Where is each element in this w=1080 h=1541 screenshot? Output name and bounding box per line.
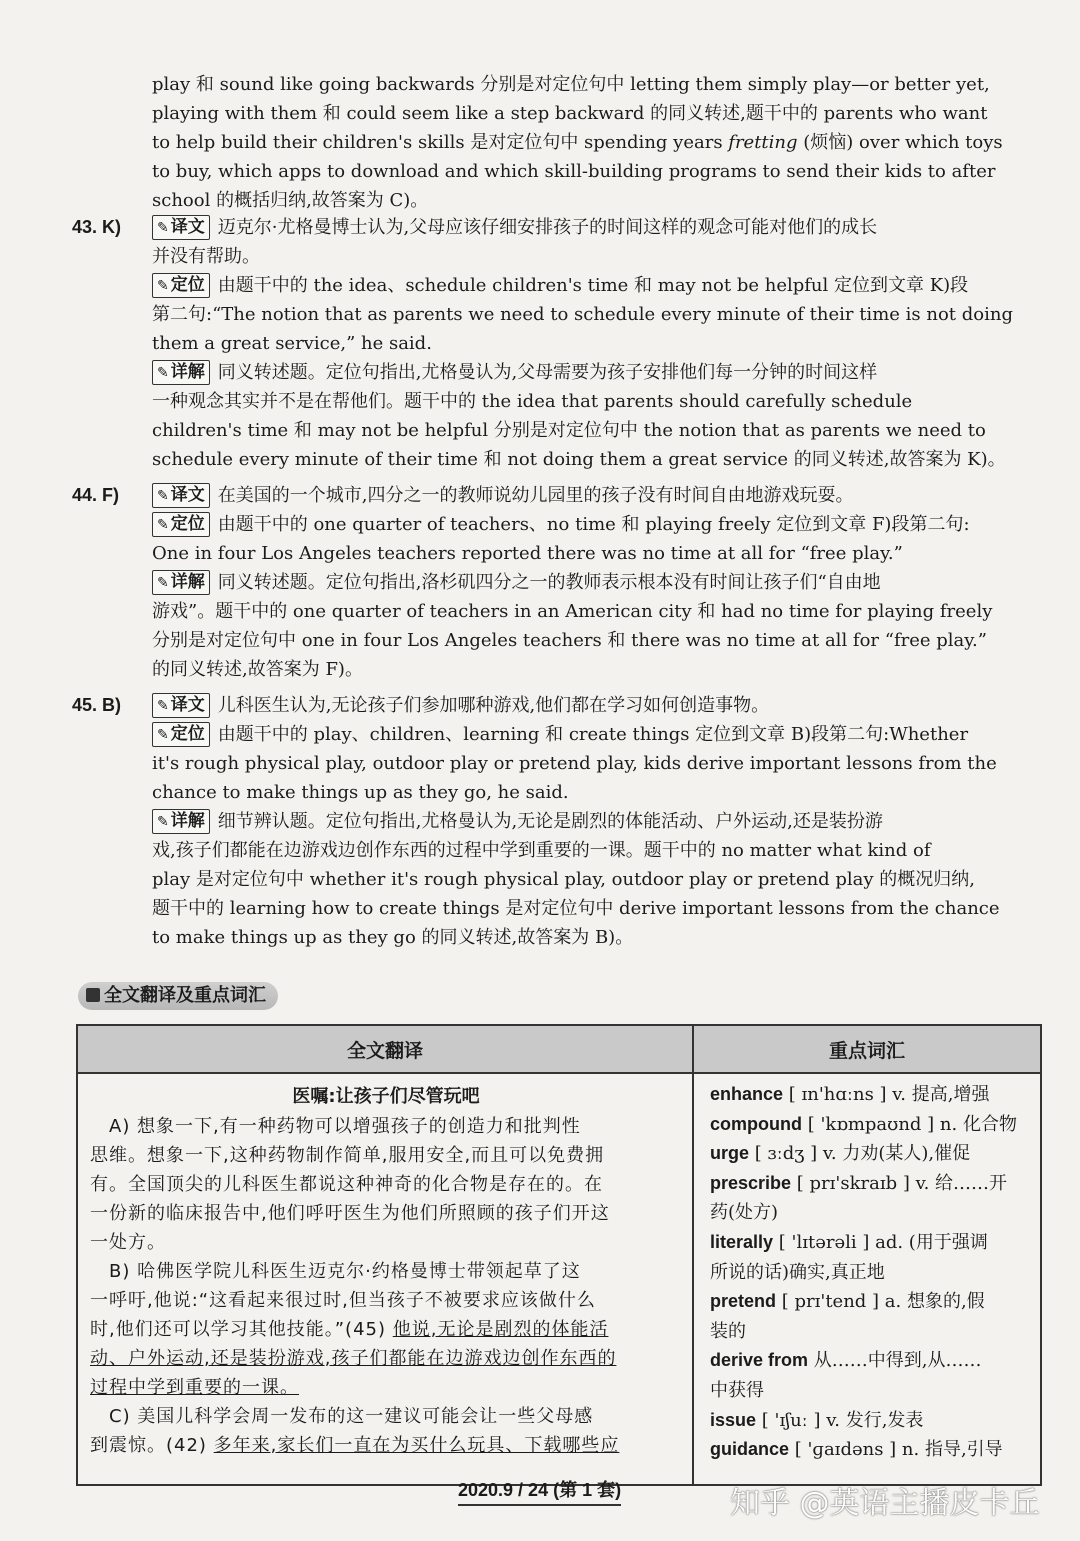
explain-text: 的同义转述,故答案为 F)。 <box>152 659 363 680</box>
question-number: 45. B) <box>72 695 122 715</box>
locate-text: chance to make things up as they go, he said. <box>152 782 569 803</box>
book-icon <box>86 988 100 1002</box>
translation-table <box>76 1024 1042 1486</box>
question-body <box>152 213 1038 474</box>
locate-text: 由题干中的 the idea、schedule children's time 和 may not be helpful 定位到文章 K)段 <box>217 275 969 296</box>
pen-icon: ✎ <box>157 488 169 504</box>
explain-text: 一种观念其实并不是在帮他们。题干中的 the idea that parents should carefully schedule <box>152 391 913 412</box>
translation-line: C) 美国儿科学会周一发布的这一建议可能会让一些父母感 <box>90 1406 594 1427</box>
intro-line: to buy, which apps to download and which skill-building programs to send their kids to after <box>152 161 996 182</box>
translation-line: 一处方。 <box>90 1232 166 1253</box>
watermark: 知乎 @英语主播皮卡丘 <box>730 1486 1040 1521</box>
intro-line: to help build their children's skills 是对定位句中 spending years fretting (烦恼) over which toys <box>152 132 1003 153</box>
explain-tag: ✎ 详解 <box>152 570 210 595</box>
translation-line: 一份新的临床报告中,他们呼吁医生为他们所照顾的孩子们开这 <box>90 1203 610 1224</box>
question-body <box>152 691 1038 952</box>
pen-icon: ✎ <box>157 278 169 294</box>
full-translation <box>78 1074 692 1460</box>
translation-text: 在美国的一个城市,四分之一的教师说幼儿园里的孩子没有时间自由地游戏玩耍。 <box>217 485 854 506</box>
locate-text: 第二句:“The notion that as parents we need to schedule every minute of their time is not doing <box>152 304 1013 325</box>
vocab-item: prescribe [ prɪ'skraɪb ] v. 给……开 <box>710 1172 1008 1194</box>
locate-tag: ✎ 定位 <box>152 512 210 537</box>
vocab-item: derive from 从……中得到,从…… <box>710 1350 982 1372</box>
translation-line: 思维。想象一下,这种药物制作简单,服用安全,而且可以免费拥 <box>90 1145 605 1166</box>
vocab-item: issue [ 'ɪʃuː ] v. 发行,发表 <box>710 1409 924 1431</box>
explain-text: schedule every minute of their time 和 not doing them a great service 的同义转述,故答案为 K)。 <box>152 449 1006 470</box>
question-body <box>152 481 1038 684</box>
translation-line: A) 想象一下,有一种药物可以增强孩子的创造力和批判性 <box>90 1116 581 1137</box>
translation-line: 过程中学到重要的一课。 <box>90 1377 299 1398</box>
question-number: 44. F) <box>72 485 120 505</box>
translation-text: 儿科医生认为,无论孩子们参加哪种游戏,他们都在学习如何创造事物。 <box>217 695 770 716</box>
vocab-item: urge [ ɜːdʒ ] v. 力劝(某人),催促 <box>710 1143 971 1165</box>
vocab-list <box>694 1074 1040 1465</box>
vocab-item: compound [ 'kɒmpaʊnd ] n. 化合物 <box>710 1113 1017 1135</box>
pen-icon: ✎ <box>157 814 169 830</box>
intro-line: play 和 sound like going backwards 分别是对定位句中 letting them simply play—or better yet, <box>152 74 990 95</box>
locate-text: One in four Los Angeles teachers reported there was no time at all for “free play.” <box>152 543 903 564</box>
translation-text: 迈克尔·尤格曼博士认为,父母应该仔细安排孩子的时间这样的观念可能对他们的成长 <box>217 217 878 238</box>
vocab-item: pretend [ prɪ'tend ] a. 想象的,假 <box>710 1291 985 1313</box>
vocab-item: 装的 <box>710 1320 746 1342</box>
intro-paragraph <box>152 70 1037 215</box>
explain-text: 分别是对定位句中 one in four Los Angeles teachers 和 there was no time at all for “free play.” <box>152 630 987 651</box>
explain-text: 细节辨认题。定位句指出,尤格曼认为,无论是剧烈的体能活动、户外运动,还是装扮游 <box>217 811 883 832</box>
article-title: 医嘱:让孩子们尽管玩吧 <box>292 1086 480 1107</box>
vocab-item: 中获得 <box>710 1379 764 1401</box>
section-title: 全文翻译及重点词汇 <box>78 982 278 1010</box>
vocab-item: guidance [ 'ɡaɪdəns ] n. 指导,引导 <box>710 1439 1003 1461</box>
column-header-vocab: 重点词汇 <box>693 1025 1041 1073</box>
column-header-translation: 全文翻译 <box>77 1025 693 1073</box>
locate-text: them a great service,” he said. <box>152 333 432 354</box>
pen-icon: ✎ <box>157 575 169 591</box>
pen-icon: ✎ <box>157 365 169 381</box>
translation-line: B) 哈佛医学院儿科医生迈克尔·约格曼博士带领起草了这 <box>90 1261 581 1282</box>
translation-tag: ✎ 译文 <box>152 693 210 718</box>
explain-text: to make things up as they go 的同义转述,故答案为 B)。 <box>152 927 634 948</box>
translation-tag: ✎ 译文 <box>152 215 210 240</box>
vocab-item: 药(处方) <box>710 1202 779 1224</box>
locate-text: 由题干中的 play、children、learning 和 create things 定位到文章 B)段第二句:Whether <box>217 724 969 745</box>
translation-line: 一呼吁,他说:“这看起来很过时,但当孩子不被要求应该做什么 <box>90 1290 596 1311</box>
page-footer: 2020.9 / 24 (第 1 套) <box>458 1476 621 1506</box>
translation-line: 有。全国顶尖的儿科医生都说这种神奇的化合物是存在的。在 <box>90 1174 603 1195</box>
translation-line: 动、户外运动,还是装扮游戏,孩子们都能在边游戏边创作东西的 <box>90 1348 617 1369</box>
locate-tag: ✎ 定位 <box>152 273 210 298</box>
intro-line: playing with them 和 could seem like a step backward 的同义转述,题干中的 parents who want <box>152 103 988 124</box>
explain-text: 同义转述题。定位句指出,尤格曼认为,父母需要为孩子安排他们每一分钟的时间这样 <box>217 362 878 383</box>
pen-icon: ✎ <box>157 727 169 743</box>
explain-text: 题干中的 learning how to create things 是对定位句中 derive important lessons from the chance <box>152 898 1000 919</box>
vocab-item: enhance [ ɪn'hɑːns ] v. 提高,增强 <box>710 1084 990 1105</box>
question-number: 43. K) <box>72 217 122 237</box>
vocab-item: 所说的话)确实,真正地 <box>710 1261 885 1283</box>
intro-line: school 的概括归纳,故答案为 C)。 <box>152 190 429 211</box>
pen-icon: ✎ <box>157 220 169 236</box>
explain-tag: ✎ 详解 <box>152 809 210 834</box>
italic-word: fretting <box>728 132 798 153</box>
translation-line: 时,他们还可以学习其他技能。”(45) 他说,无论是剧烈的体能活 <box>90 1319 609 1340</box>
locate-tag: ✎ 定位 <box>152 722 210 747</box>
explain-text: 同义转述题。定位句指出,洛杉矶四分之一的教师表示根本没有时间让孩子们“自由地 <box>217 572 881 593</box>
pen-icon: ✎ <box>157 698 169 714</box>
pen-icon: ✎ <box>157 517 169 533</box>
locate-text: 由题干中的 one quarter of teachers、no time 和 playing freely 定位到文章 F)段第二句: <box>217 514 970 535</box>
explain-text: children's time 和 may not be helpful 分别是对定位句中 the notion that as parents we need to <box>152 420 986 441</box>
translation-text: 并没有帮助。 <box>152 246 260 267</box>
translation-line: 到震惊。(42) 多年来,家长们一直在为买什么玩具、下载哪些应 <box>90 1435 620 1456</box>
vocab-item: literally [ 'lɪtərəli ] ad. (用于强调 <box>710 1231 988 1253</box>
explain-text: 戏,孩子们都能在边游戏边创作东西的过程中学到重要的一课。题干中的 no matter what kind of <box>152 840 931 861</box>
explain-tag: ✎ 详解 <box>152 360 210 385</box>
explain-text: play 是对定位句中 whether it's rough physical play, outdoor play or pretend play 的概况归纳, <box>152 869 976 890</box>
explain-text: 游戏”。题干中的 one quarter of teachers in an American city 和 had no time for playing freely <box>152 601 993 622</box>
locate-text: it's rough physical play, outdoor play or pretend play, kids derive important lessons from the <box>152 753 997 774</box>
translation-tag: ✎ 译文 <box>152 483 210 508</box>
